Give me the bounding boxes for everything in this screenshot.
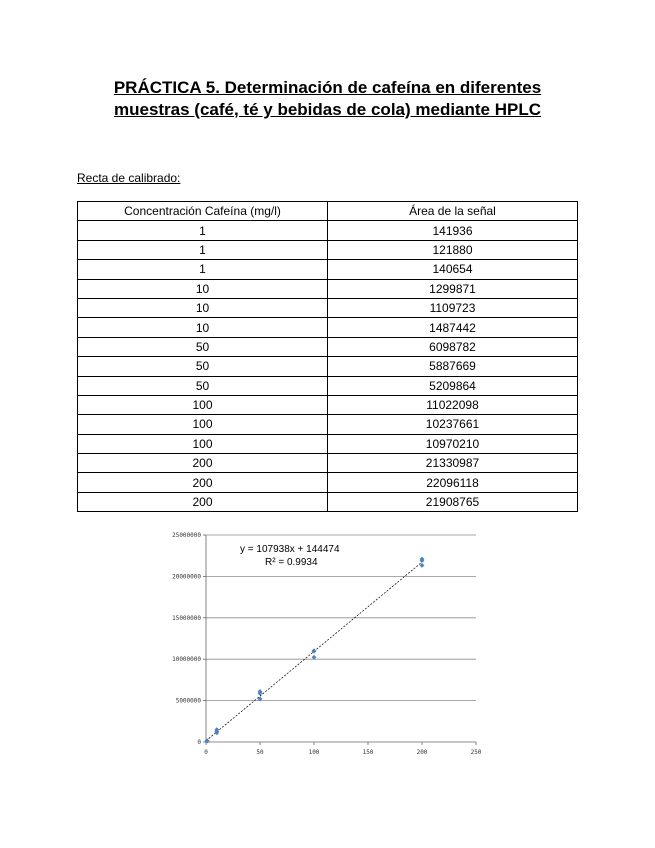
y-tick-label: 5000000 (175, 697, 201, 705)
cell-concentration: 10 (78, 298, 328, 317)
cell-area: 5887669 (328, 357, 578, 376)
table-row (78, 260, 578, 279)
cell-concentration: 50 (78, 337, 328, 356)
table-row (78, 357, 578, 376)
header-area: Área de la señal (328, 202, 578, 221)
cell-concentration: 50 (78, 376, 328, 395)
table-body (78, 221, 578, 512)
y-tick-label: 15000000 (172, 614, 201, 622)
table-row (78, 221, 578, 240)
cell-area: 21330987 (328, 454, 578, 473)
calibration-chart (160, 527, 490, 767)
x-tick-label: 200 (416, 749, 428, 756)
x-tick-label: 100 (308, 749, 320, 756)
calibration-table (77, 201, 578, 512)
cell-area: 11022098 (328, 395, 578, 414)
cell-area: 10237661 (328, 415, 578, 434)
y-tick-label: 10000000 (172, 656, 201, 664)
table-row (78, 473, 578, 492)
cell-area: 1487442 (328, 318, 578, 337)
cell-concentration: 100 (78, 434, 328, 453)
table-row (78, 240, 578, 259)
cell-area: 1299871 (328, 279, 578, 298)
x-tick-label: 250 (470, 749, 482, 756)
table-row (78, 318, 578, 337)
cell-concentration: 200 (78, 454, 328, 473)
cell-concentration: 200 (78, 492, 328, 511)
cell-area: 21908765 (328, 492, 578, 511)
chart-axes (203, 535, 476, 745)
cell-concentration: 100 (78, 395, 328, 414)
cell-concentration: 1 (78, 221, 328, 240)
table-row (78, 337, 578, 356)
chart-equation-box (240, 544, 340, 568)
cell-area: 1109723 (328, 298, 578, 317)
cell-concentration: 10 (78, 318, 328, 337)
chart-x-tick-labels (204, 749, 482, 756)
section-subtitle: Recta de calibrado: (77, 171, 181, 185)
title-line-1: PRÁCTICA 5. Determinación de cafeína en diferentes (113, 78, 542, 97)
chart-y-tick-labels (172, 532, 201, 746)
cell-area: 141936 (328, 221, 578, 240)
table-row (78, 415, 578, 434)
document-title (0, 77, 655, 121)
cell-concentration: 200 (78, 473, 328, 492)
cell-area: 6098782 (328, 337, 578, 356)
chart-points (205, 557, 425, 744)
x-tick-label: 0 (204, 749, 208, 756)
table-row (78, 454, 578, 473)
y-tick-label: 0 (197, 739, 201, 746)
cell-area: 22096118 (328, 473, 578, 492)
trendline-equation: y = 107938x + 144474 (240, 544, 340, 555)
table-header-row (78, 202, 578, 221)
title-line-2: muestras (café, té y bebidas de cola) mediante HPLC (113, 100, 542, 119)
y-tick-label: 20000000 (172, 573, 201, 581)
data-point (205, 738, 210, 743)
cell-concentration: 1 (78, 240, 328, 259)
cell-area: 140654 (328, 260, 578, 279)
cell-concentration: 1 (78, 260, 328, 279)
y-tick-label: 25000000 (172, 532, 201, 539)
table-row (78, 376, 578, 395)
cell-area: 121880 (328, 240, 578, 259)
table-row (78, 298, 578, 317)
cell-concentration: 100 (78, 415, 328, 434)
cell-concentration: 10 (78, 279, 328, 298)
chart-gridlines (206, 535, 476, 701)
cell-area: 10970210 (328, 434, 578, 453)
table-row (78, 279, 578, 298)
x-tick-label: 50 (256, 749, 264, 756)
cell-area: 5209864 (328, 376, 578, 395)
table-row (78, 492, 578, 511)
x-tick-label: 150 (362, 749, 374, 756)
header-concentration: Concentración Cafeína (mg/l) (78, 202, 328, 221)
table-row (78, 434, 578, 453)
trendline-r2: R² = 0.9934 (265, 557, 318, 568)
cell-concentration: 50 (78, 357, 328, 376)
table-row (78, 395, 578, 414)
